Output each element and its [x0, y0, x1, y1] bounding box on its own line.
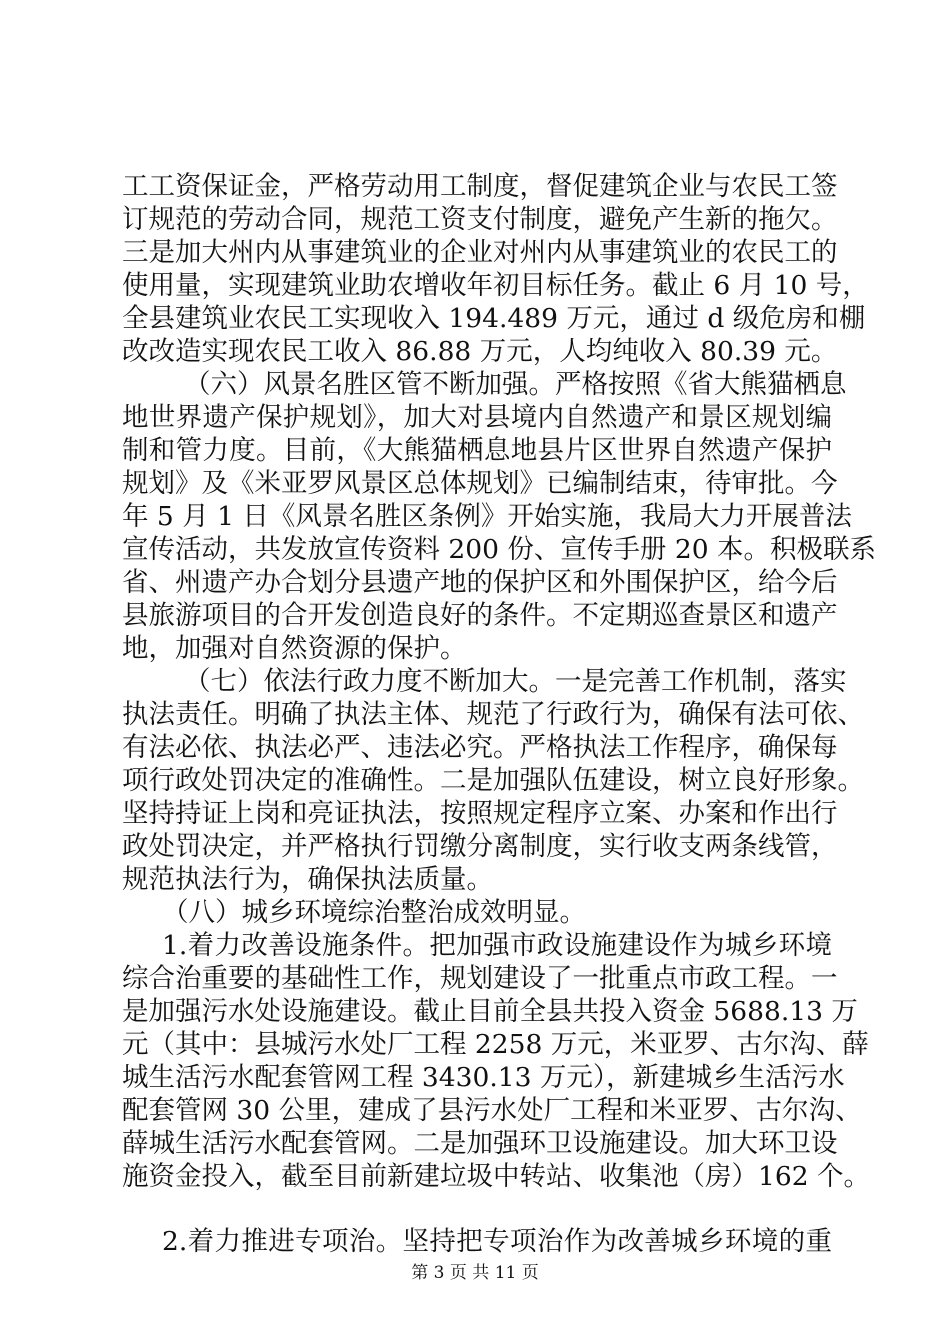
paragraph-2-line-9: 地，加强对自然资源的保护。	[122, 633, 467, 664]
paragraph-2-line-2: 地世界遗产保护规划》，加大对县境内自然遗产和景区规划编	[122, 402, 832, 433]
page-footer	[0, 1263, 950, 1283]
paragraph-3-line-7: 规范执法行为，确保执法质量。	[122, 864, 493, 895]
paragraph-5-line-3: 是加强污水处设施建设。截止目前全县共投入资金 5688.13 万	[122, 996, 858, 1027]
paragraph-2-line-3: 制和管力度。目前，《大熊猫栖息地县片区世界自然遗产保护	[122, 435, 832, 466]
paragraph-2-line-4: 规划》及《米亚罗风景区总体规划》已编制结束，待审批。今	[122, 468, 838, 499]
paragraph-5-line-1: 1.着力改善设施条件。把加强市政设施建设作为城乡环境	[162, 930, 832, 961]
section-heading-8: （八）城乡环境综治整治成效明显。	[162, 897, 586, 928]
paragraph-2-line-1: （六）风景名胜区管不断加强。严格按照《省大熊猫栖息	[184, 369, 847, 400]
paragraph-2-line-5: 年 5 月 1 日《风景名胜区条例》开始实施，我局大力开展普法	[122, 501, 852, 532]
paragraph-1-line-4: 使用量，实现建筑业助农增收年初目标任务。截止 6 月 10 号，	[122, 270, 869, 301]
page-number: 第 3 页 共 11 页	[411, 1263, 539, 1283]
paragraph-5-line-5: 城生活污水配套管网工程 3430.13 万元），新建城乡生活污水	[122, 1062, 845, 1093]
paragraph-5-line-7: 薛城生活污水配套管网。二是加强环卫设施建设。加大环卫设	[122, 1128, 838, 1159]
paragraph-1-line-6: 改改造实现农民工收入 86.88 万元，人均纯收入 80.39 元。	[122, 336, 838, 367]
paragraph-3-line-2: 执法责任。明确了执法主体、规范了行政行为，确保有法可依、	[122, 699, 864, 730]
paragraph-3-line-5: 坚持持证上岗和亮证执法，按照规定程序立案、办案和作出行	[122, 798, 838, 829]
paragraph-5-line-8: 施资金投入，截至目前新建垃圾中转站、收集池（房）162 个。	[122, 1161, 871, 1192]
paragraph-3-line-6: 政处罚决定，并严格执行罚缴分离制度，实行收支两条线管，	[122, 831, 838, 862]
paragraph-1-line-2: 订规范的劳动合同，规范工资支付制度，避免产生新的拖欠。	[122, 204, 838, 235]
paragraph-5-line-6: 配套管网 30 公里，建成了县污水处厂工程和米亚罗、古尔沟、	[122, 1095, 862, 1126]
paragraph-2-line-8: 县旅游项目的合开发创造良好的条件。不定期巡查景区和遗产	[122, 600, 838, 631]
paragraph-6-line-1: 2.着力推进专项治。坚持把专项治作为改善城乡环境的重	[162, 1226, 832, 1257]
paragraph-3-line-1: （七）依法行政力度不断加大。一是完善工作机制，落实	[184, 666, 847, 697]
paragraph-5-line-4: 元（其中：县城污水处厂工程 2258 万元，米亚罗、古尔沟、薛	[122, 1029, 869, 1060]
paragraph-1-line-5: 全县建筑业农民工实现收入 194.489 万元，通过 d 级危房和棚	[122, 303, 866, 334]
paragraph-3-line-3: 有法必依、执法必严、违法必究。严格执法工作程序，确保每	[122, 732, 838, 763]
paragraph-5-line-2: 综合治重要的基础性工作，规划建设了一批重点市政工程。一	[122, 963, 838, 994]
paragraph-2-line-7: 省、州遗产办合划分县遗产地的保护区和外围保护区，给今后	[122, 567, 838, 598]
paragraph-gap	[122, 1193, 832, 1225]
paragraph-2-line-6: 宣传活动，共发放宣传资料 200 份、宣传手册 20 本。积极联系	[122, 534, 876, 565]
paragraph-1-line-3: 三是加大州内从事建筑业的企业对州内从事建筑业的农民工的	[122, 237, 838, 268]
paragraph-1-line-1: 工工资保证金，严格劳动用工制度，督促建筑企业与农民工签	[122, 171, 838, 202]
paragraph-3-line-4: 项行政处罚决定的准确性。二是加强队伍建设，树立良好形象。	[122, 765, 864, 796]
body-text	[122, 170, 876, 1258]
